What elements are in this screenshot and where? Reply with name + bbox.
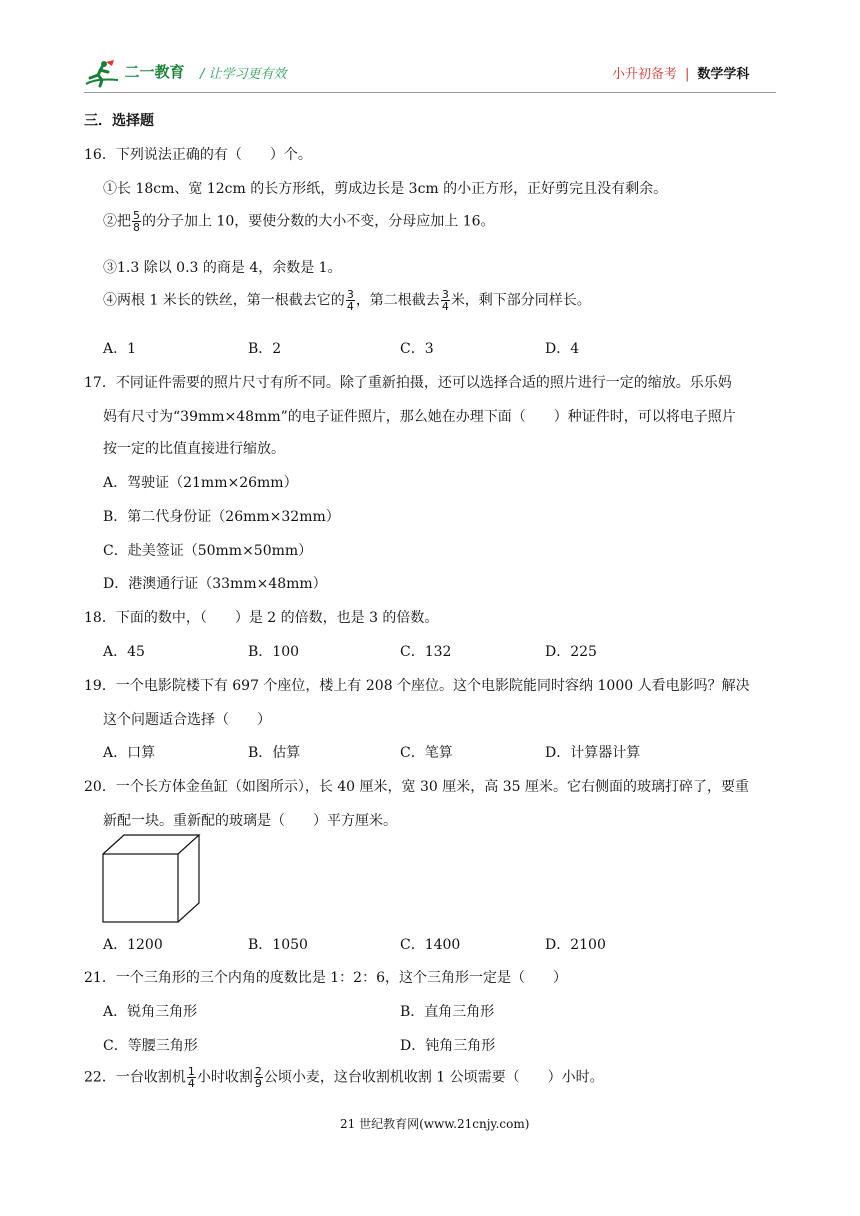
q16-s2-suffix: 的分子加上 10，要使分数的大小不变，分母应加上 16。 xyxy=(142,213,495,230)
q17-line-2: 妈有尺寸为“39mm×48mm”的电子证件照片，那么她在办理下面（ ）种证件时，可以将电子照片 xyxy=(103,409,736,425)
fraction-3-4 xyxy=(346,289,355,312)
q16-stem: 16．下列说法正确的有（ ）个。 xyxy=(84,147,312,163)
page-footer: 21 世纪教育网(www.21cnjy.com) xyxy=(340,1117,530,1131)
q22-part-c: 公顷小麦，这台收割机收割 1 公顷需要（ ）小时。 xyxy=(263,1069,604,1086)
fraction-numerator: 2 xyxy=(254,1065,262,1078)
header-right xyxy=(612,63,749,82)
q17-option-c: C．赴美签证（50mm×50mm） xyxy=(103,543,313,559)
q20-option-a: A．1200 xyxy=(103,937,163,953)
runner-logo-icon xyxy=(84,58,120,88)
fraction-5-8 xyxy=(132,210,141,233)
slogan: / 让学习更有效 xyxy=(200,67,287,82)
q20-option-c: C．1400 xyxy=(400,937,461,953)
q16-statement-3: ③1.3 除以 0.3 的商是 4，余数是 1。 xyxy=(103,260,342,276)
q20-line-1: 20．一个长方体金鱼缸（如图所示），长 40 厘米，宽 30 厘米，高 35 厘米。它右侧面的玻璃打碎了，要重 xyxy=(84,779,749,795)
fraction-numerator: 3 xyxy=(346,288,354,301)
q16-statement-2 xyxy=(103,210,495,233)
fraction-denominator: 4 xyxy=(441,300,449,313)
q18-option-d: D．225 xyxy=(545,644,597,660)
q21-option-c: C．等腰三角形 xyxy=(103,1038,198,1054)
fraction-denominator: 4 xyxy=(346,300,354,313)
q20-option-b: B．1050 xyxy=(248,937,308,953)
q21-option-d: D．钝角三角形 xyxy=(400,1038,496,1054)
q16-option-b: B．2 xyxy=(248,341,282,357)
header-divider xyxy=(84,92,776,93)
fraction-2-9 xyxy=(254,1066,263,1089)
fraction-denominator: 4 xyxy=(187,1077,195,1090)
q19-option-c: C．笔算 xyxy=(400,745,453,761)
q19-option-b: B．估算 xyxy=(248,745,301,761)
q22-part-b: 小时收割 xyxy=(196,1069,253,1086)
q17-line-1: 17．不同证件需要的照片尺寸有所不同。除了重新拍摄，还可以选择合适的照片进行一定的缩放。乐乐妈 xyxy=(84,375,732,391)
fraction-numerator: 5 xyxy=(133,209,140,222)
q18-option-b: B．100 xyxy=(248,644,300,660)
q16-s4-part-a: ④两根 1 米长的铁丝，第一根截去它的 xyxy=(103,292,345,309)
q17-option-a: A．驾驶证（21mm×26mm） xyxy=(103,475,298,491)
fraction-3-4 xyxy=(441,289,450,312)
cuboid-figure xyxy=(100,832,204,926)
q21-option-b: B．直角三角形 xyxy=(400,1004,495,1020)
q16-statement-1: ①长 18cm、宽 12cm 的长方形纸，剪成边长是 3cm 的小正方形，正好剪完且没有剩余。 xyxy=(103,181,668,197)
q19-option-a: A．口算 xyxy=(103,745,156,761)
q16-s2-prefix: ②把 xyxy=(103,213,131,230)
q16-option-a: A．1 xyxy=(103,341,137,357)
q16-option-c: C．3 xyxy=(400,341,434,357)
header-separator: | xyxy=(685,67,690,82)
logo-text: 二一教育 xyxy=(124,63,185,81)
q19-line-1: 19．一个电影院楼下有 697 个座位，楼上有 208 个座位。这个电影院能同时容纳 1000 人看电影吗？解决 xyxy=(84,678,750,694)
q17-option-b: B．第二代身份证（26mm×32mm） xyxy=(103,509,340,525)
q22-stem xyxy=(84,1066,604,1089)
logo xyxy=(84,58,184,88)
q16-s4-part-b: ，第二根截去 xyxy=(355,292,440,309)
q16-s4-part-c: 米，剩下部分同样长。 xyxy=(450,292,591,309)
q20-line-2: 新配一块。重新配的玻璃是（ ）平方厘米。 xyxy=(103,813,397,829)
section-title: 三．选择题 xyxy=(84,113,154,129)
q18-option-a: A．45 xyxy=(103,644,145,660)
q16-statement-4 xyxy=(103,289,591,312)
q16-option-d: D．4 xyxy=(545,341,580,357)
fraction-denominator: 8 xyxy=(133,221,140,234)
q19-line-2: 这个问题适合选择（ ） xyxy=(103,712,271,728)
q17-line-3: 按一定的比值直接进行缩放。 xyxy=(103,441,285,457)
q20-option-d: D．2100 xyxy=(545,937,606,953)
q19-option-d: D．计算器计算 xyxy=(545,745,641,761)
fraction-denominator: 9 xyxy=(254,1077,262,1090)
q22-part-a: 22．一台收割机 xyxy=(84,1069,186,1086)
fraction-1-4 xyxy=(187,1066,196,1089)
header-subject: 数学学科 xyxy=(697,67,750,82)
q18-option-c: C．132 xyxy=(400,644,452,660)
q17-option-d: D．港澳通行证（33mm×48mm） xyxy=(103,576,327,592)
q21-stem: 21．一个三角形的三个内角的度数比是 1：2：6，这个三角形一定是（ ） xyxy=(84,970,567,986)
q21-option-a: A．锐角三角形 xyxy=(103,1004,198,1020)
fraction-numerator: 1 xyxy=(187,1065,195,1078)
q18-stem: 18．下面的数中，（ ）是 2 的倍数，也是 3 的倍数。 xyxy=(84,610,439,626)
header-category: 小升初备考 xyxy=(612,67,678,82)
fraction-numerator: 3 xyxy=(441,288,449,301)
